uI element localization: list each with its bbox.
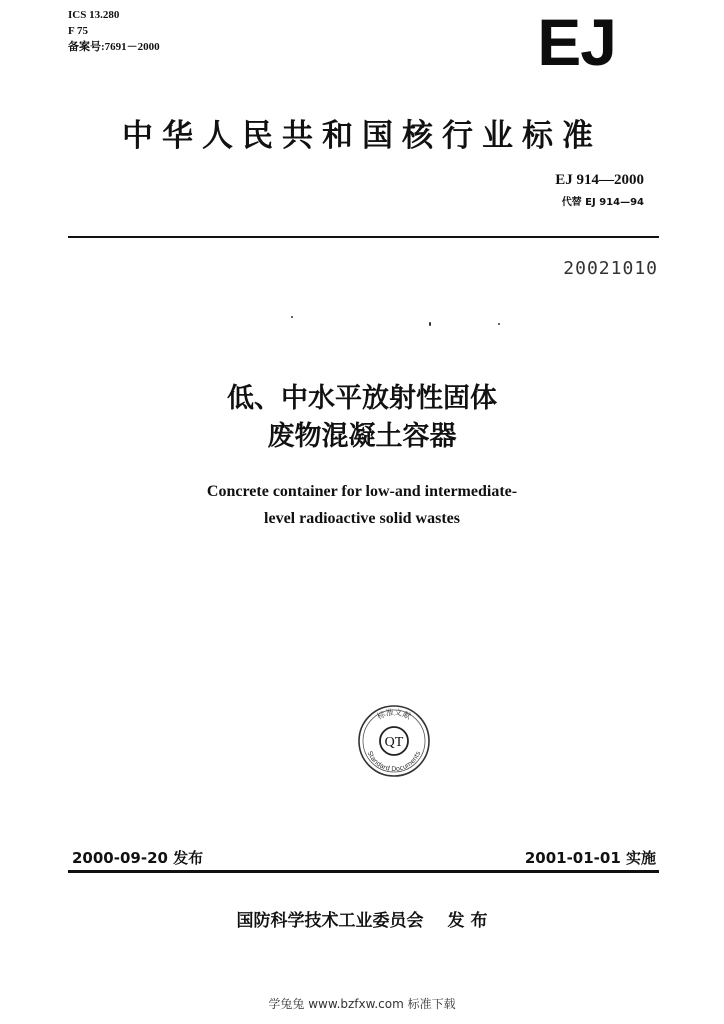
footer-watermark: 学兔兔 www.bzfxw.com 标准下载: [268, 997, 456, 1011]
scan-speck: [498, 323, 500, 325]
filing-number: 备案号:7691－2000: [68, 41, 160, 53]
chinese-title-line-2: 废物混凝土容器: [267, 421, 457, 452]
top-divider: [68, 236, 659, 238]
issuer-action: 发 布: [447, 911, 488, 931]
replaces-standard: 代替 EJ 914—94: [561, 197, 644, 208]
implementation-date: 2001-01-01 实施: [524, 849, 656, 867]
serial-number: 20021010: [563, 258, 658, 279]
ej-logo: EJ: [537, 5, 616, 79]
stamp-bottom-text: Standard Documents: [365, 749, 423, 774]
stamp-center-text: QT: [384, 735, 404, 750]
scan-speck: [291, 316, 293, 318]
standard-documents-stamp: [356, 703, 432, 779]
classification-code: F 75: [68, 25, 89, 37]
scan-speck: [429, 322, 431, 326]
bottom-divider: [68, 870, 659, 873]
standard-number: EJ 914—2000: [555, 172, 644, 188]
standard-category-title: 中华人民共和国核行业标准: [122, 118, 602, 154]
stamp-seal-icon: [356, 703, 432, 779]
ics-code: ICS 13.280: [68, 9, 120, 21]
english-title-line-1: Concrete container for low-and intermediate-: [206, 483, 518, 500]
issue-date: 2000-09-20 发布: [72, 849, 204, 867]
chinese-title-line-1: 低、中水平放射性固体: [227, 383, 497, 414]
english-title-line-2: level radioactive solid wastes: [264, 510, 460, 527]
issuing-authority: [0, 906, 724, 931]
issuer-name: 国防科学技术工业委员会: [236, 911, 424, 931]
stamp-top-text: 标准文献: [375, 707, 413, 722]
